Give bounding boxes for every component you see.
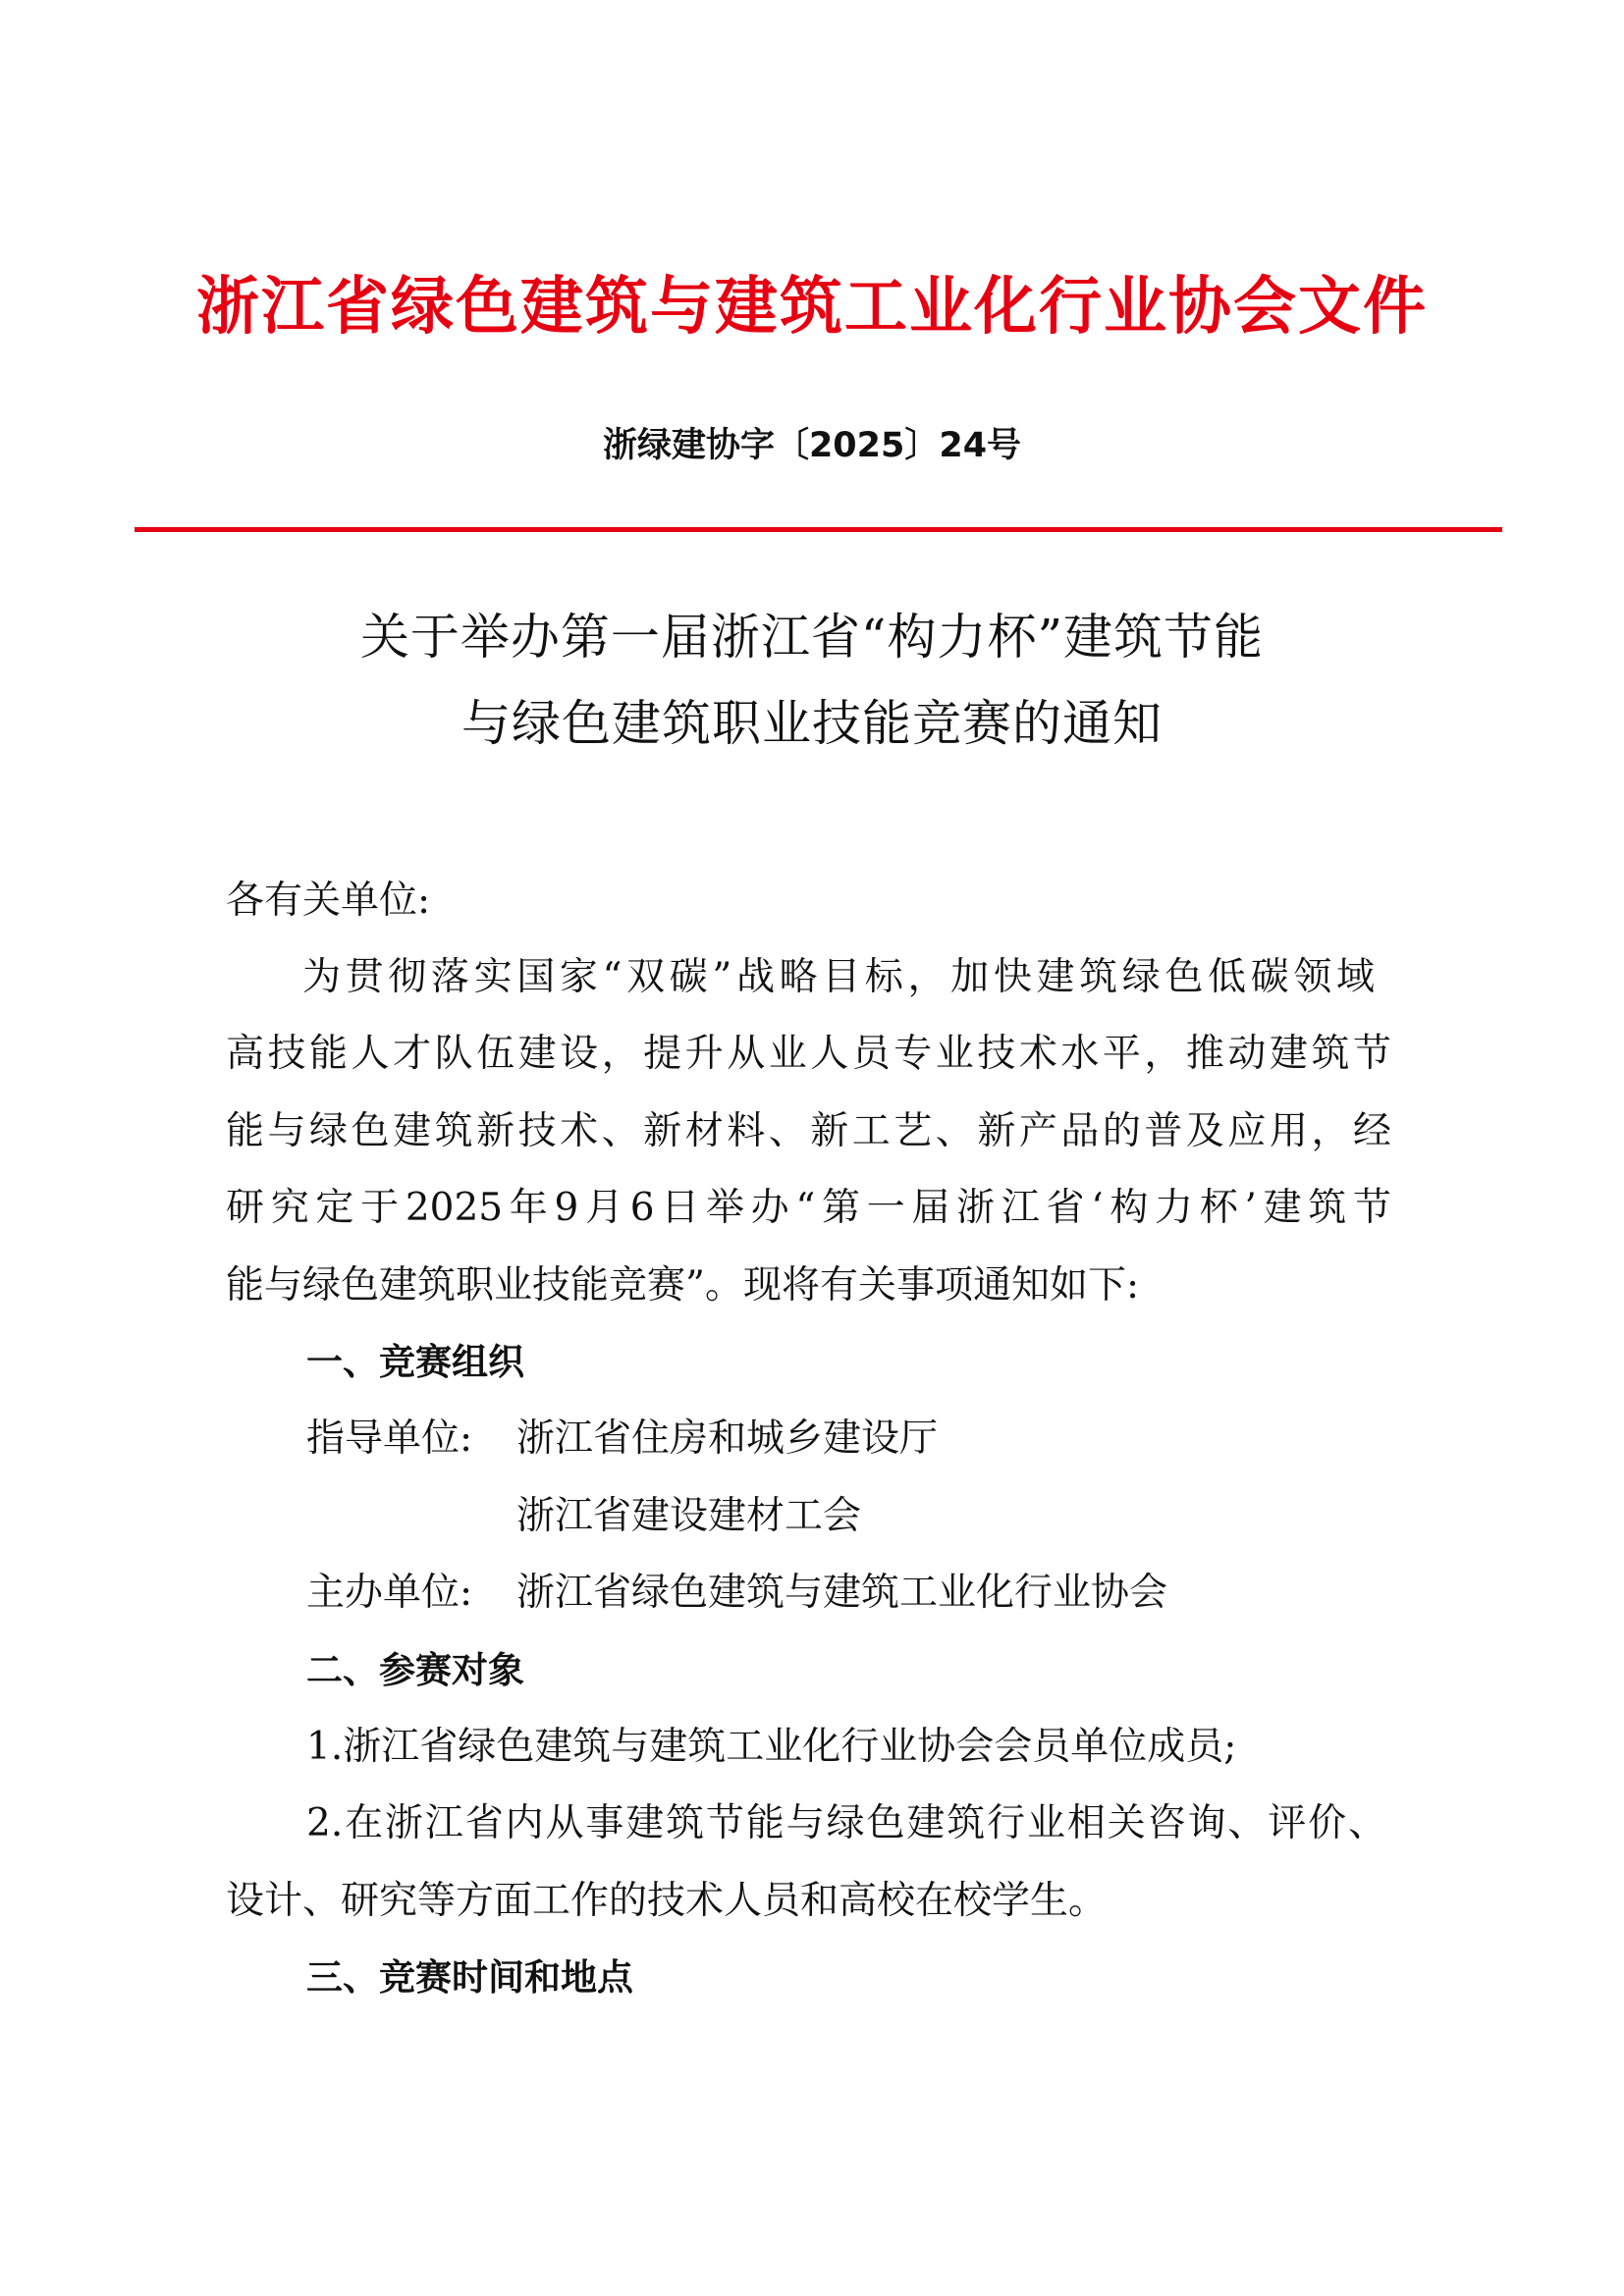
- intro-line-2: 高技能人才队伍建设，提升从业人员专业技术水平，推动建筑节: [226, 1032, 1391, 1076]
- salutation: 各有关单位:: [226, 879, 431, 923]
- guide-unit-label: 指导单位:: [306, 1416, 473, 1461]
- red-divider-line: [135, 527, 1502, 532]
- section-2-heading: 二、参赛对象: [306, 1649, 524, 1691]
- notice-title-line-1: 关于举办第一届浙江省“构力杯”建筑节能: [359, 609, 1265, 666]
- guide-unit-2: 浙江省建设建材工会: [516, 1494, 862, 1538]
- intro-line-5: 能与绿色建筑职业技能竞赛”。现将有关事项通知如下:: [226, 1263, 1140, 1308]
- notice-title-line-2: 与绿色建筑职业技能竞赛的通知: [461, 695, 1163, 752]
- intro-line-3: 能与绿色建筑新技术、新材料、新工艺、新产品的普及应用，经: [226, 1109, 1391, 1153]
- guide-unit-1: 浙江省住房和城乡建设厅: [516, 1416, 939, 1461]
- host-unit: 浙江省绿色建筑与建筑工业化行业协会: [516, 1571, 1168, 1615]
- section-1-heading: 一、竞赛组织: [306, 1341, 524, 1383]
- participant-item-2-line-2: 设计、研究等方面工作的技术人员和高校在校学生。: [226, 1879, 1108, 1923]
- section-3-heading: 三、竞赛时间和地点: [306, 1956, 633, 1999]
- host-unit-label: 主办单位:: [306, 1571, 473, 1615]
- organization-file-title: 浙江省绿色建筑与建筑工业化行业协会文件: [196, 270, 1428, 344]
- intro-line-1: 为贯彻落实国家“双碳”战略目标，加快建筑绿色低碳领域: [302, 955, 1375, 999]
- document-number: 浙绿建协字〔2025〕24号: [602, 426, 1022, 465]
- notice-title: [0, 594, 1624, 767]
- participant-item-1: 1.浙江省绿色建筑与建筑工业化行业协会会员单位成员;: [306, 1725, 1237, 1769]
- intro-line-4: 研究定于2025年9月6日举办“第一届浙江省‘构力杯’建筑节: [226, 1186, 1391, 1230]
- participant-item-2-line-1: 2.在浙江省内从事建筑节能与绿色建筑行业相关咨询、评价、: [306, 1801, 1386, 1845]
